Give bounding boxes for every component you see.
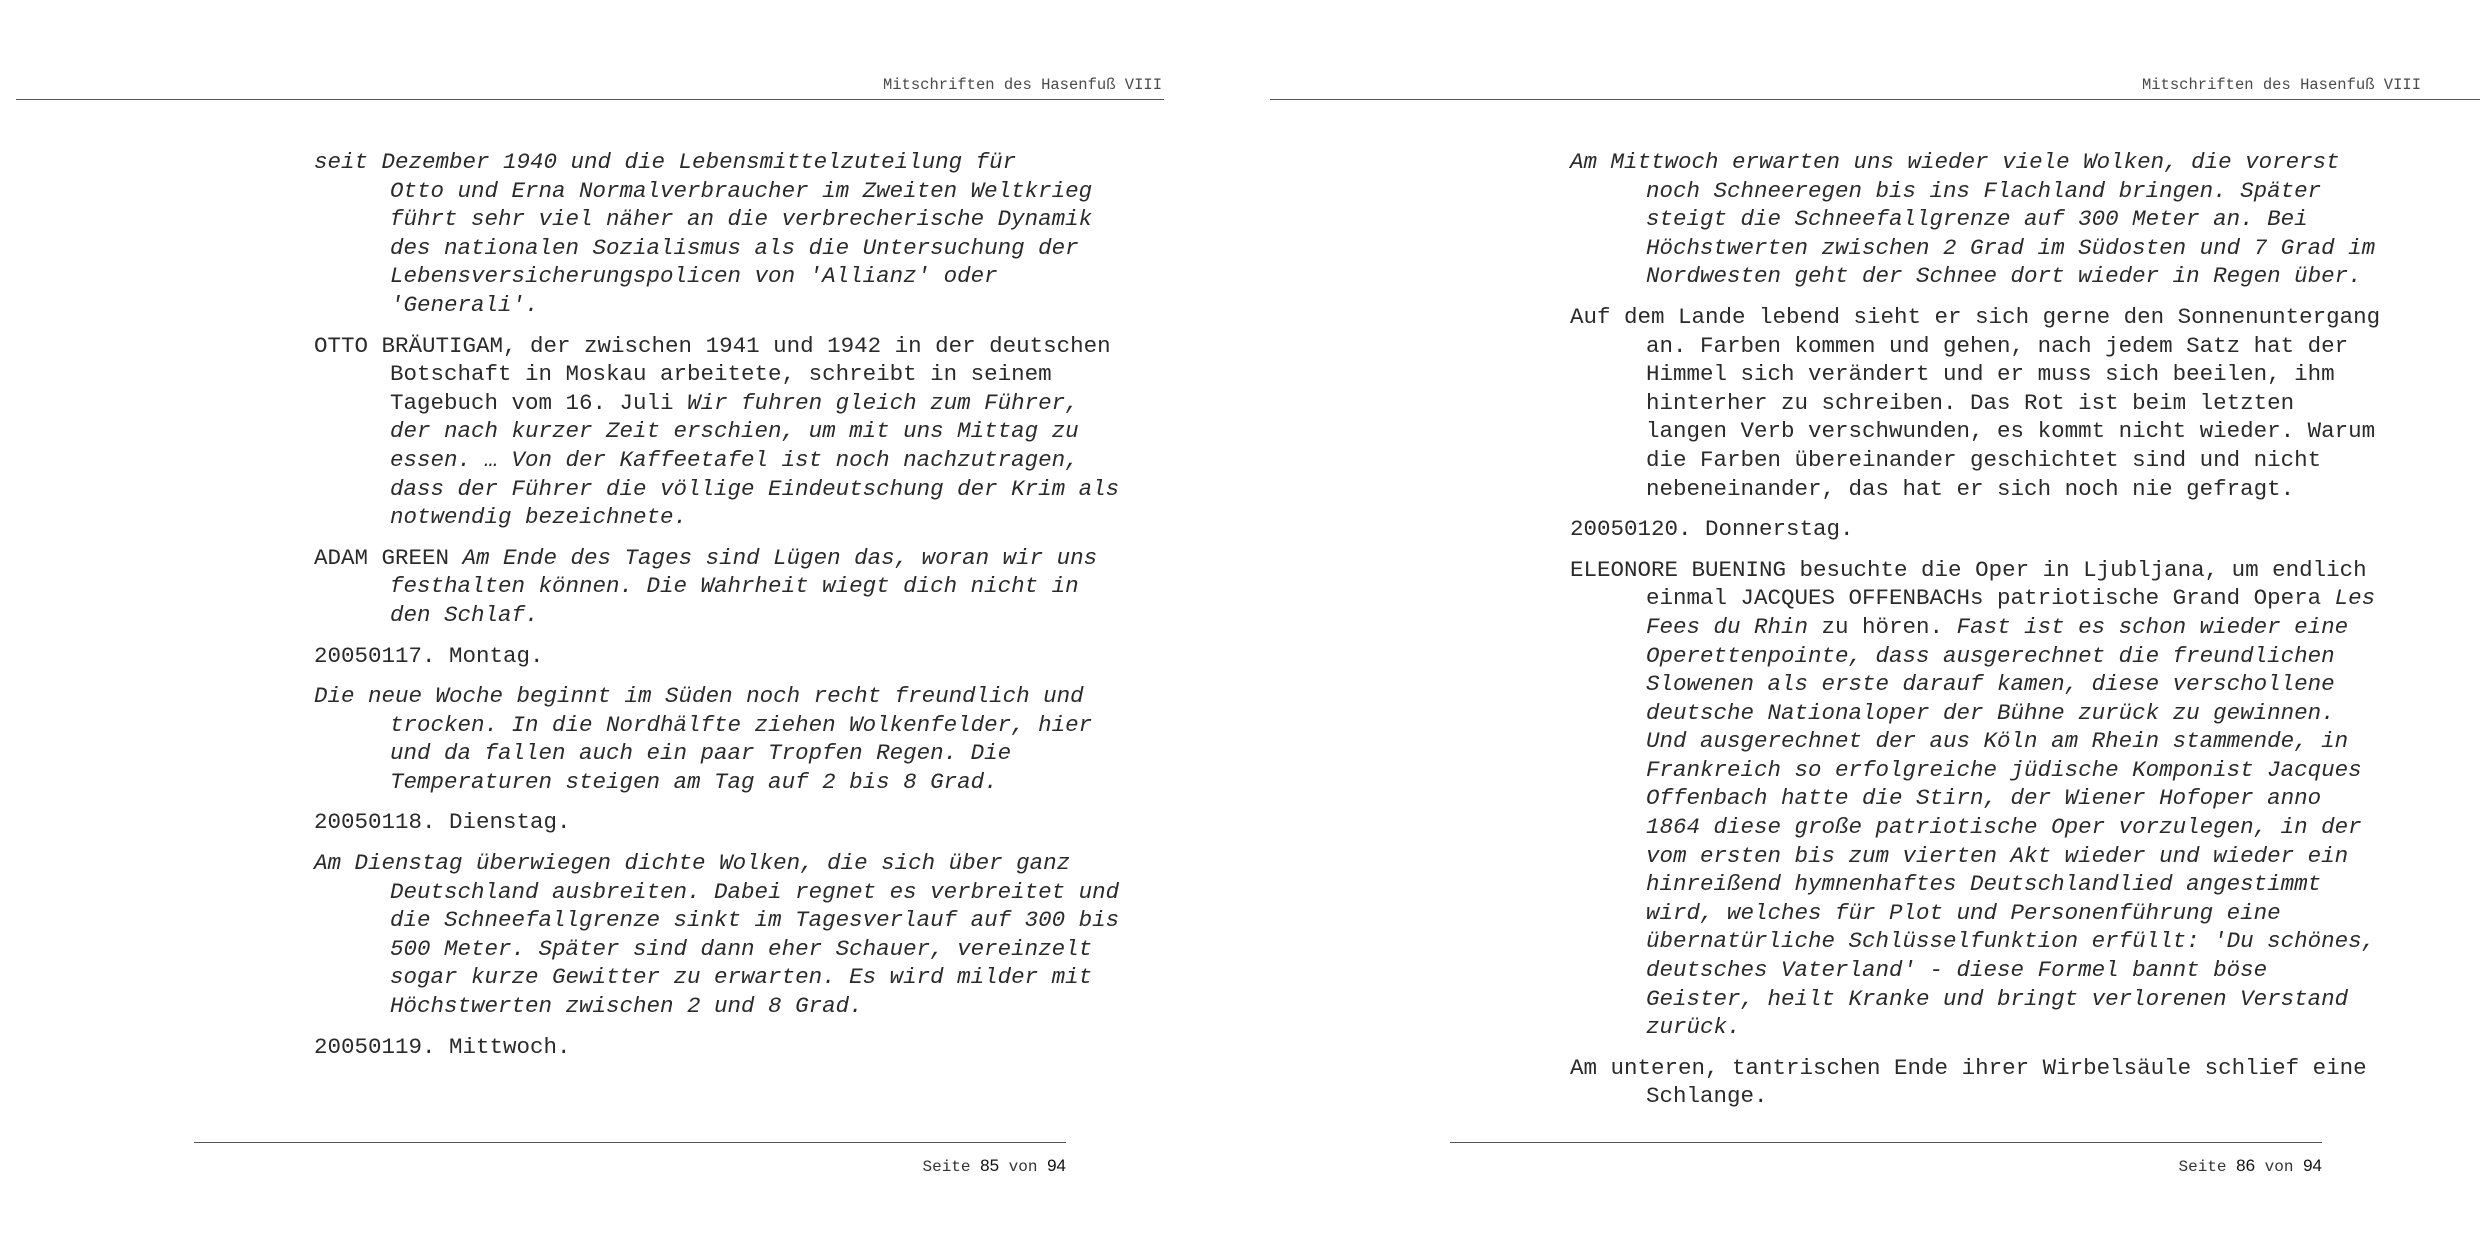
text-line: 'Generali'. <box>390 291 539 318</box>
paragraph <box>314 808 1174 837</box>
paragraph <box>314 332 1174 532</box>
text-line: Offenbach hatte die Stirn, der Wiener Hofoper anno <box>1646 785 2322 812</box>
text-line: die Schneefallgrenze sinkt im Tagesverlauf auf 300 bis <box>390 907 1120 934</box>
text-line: Deutschland ausbreiten. Dabei regnet es verbreitet und <box>390 878 1120 905</box>
text-line: langen Verb verschwunden, es kommt nicht wieder. Warum <box>1646 418 2376 445</box>
quoted-text: Fast ist es schon wieder eine <box>1956 613 2349 640</box>
page-label: Seite <box>2178 1158 2227 1176</box>
running-header: Mitschriften des Hasenfuß VIII <box>882 76 1162 94</box>
page-of-label: von <box>2264 1158 2294 1176</box>
text-line: Otto und Erna Normalverbraucher im Zweiten Weltkrieg <box>390 177 1093 204</box>
text-line: deutsche Nationaloper der Bühne zurück zu gewinnen. <box>1646 699 2335 726</box>
text-line: seit Dezember 1940 und die Lebensmittelzuteilung für <box>314 149 1017 175</box>
text-line: 20050117. Montag. <box>314 642 544 669</box>
text-line: Nordwesten geht der Schnee dort wieder in Regen über. <box>1646 263 2362 290</box>
paragraph <box>1570 515 2450 544</box>
paragraph <box>314 849 1174 1021</box>
quoted-text: Wir fuhren gleich zum Führer, <box>687 389 1079 416</box>
total-pages: 94 <box>1047 1156 1066 1175</box>
text-line: hinreißend hymnenhaftes Deutschlandlied angestimmt <box>1646 871 2322 898</box>
total-pages: 94 <box>2303 1156 2322 1175</box>
text-line: Tagebuch vom 16. Juli <box>390 389 688 416</box>
text-line: steigt die Schneefallgrenze auf 300 Meter an. Bei <box>1646 206 2308 233</box>
text-line: 20050119. Mittwoch. <box>314 1033 571 1060</box>
page-number <box>920 1156 1066 1176</box>
paragraph <box>314 642 1174 671</box>
text-line: 1864 diese große patriotische Oper vorzulegen, in der <box>1646 814 2362 841</box>
text-line: essen. … Von der Kaffeetafel ist noch nachzutragen, <box>390 446 1079 473</box>
running-header: Mitschriften des Hasenfuß VIII <box>2141 76 2421 94</box>
text-line: festhalten können. Die Wahrheit wiegt dich nicht in <box>390 573 1079 600</box>
page-right <box>1240 0 2480 1240</box>
text-line: Lebensversicherungspolicen von 'Allianz' oder <box>390 263 998 290</box>
text-line: Himmel sich verändert und er muss sich beeilen, ihm <box>1646 361 2335 388</box>
text-line: Höchstwerten zwischen 2 Grad im Südosten und 7 Grad im <box>1646 234 2376 261</box>
paragraph <box>314 544 1174 630</box>
text-line: dass der Führer die völlige Eindeutschung der Krim als <box>390 475 1120 502</box>
text-line: einmal JACQUES OFFENBACHs patriotische Grand Opera <box>1646 585 2335 612</box>
text-line: Geister, heilt Kranke und bringt verlorenen Verstand <box>1646 985 2349 1012</box>
paragraph <box>1570 1054 2450 1111</box>
text-line: Höchstwerten zwischen 2 und 8 Grad. <box>390 993 863 1020</box>
footer-rule <box>194 1142 1066 1143</box>
paragraph <box>314 682 1174 796</box>
quoted-text: Am Ende des Tages sind Lügen das, woran wir uns <box>462 544 1098 571</box>
text-line: nebeneinander, das hat er sich noch nie gefragt. <box>1646 475 2295 502</box>
text-line: Botschaft in Moskau arbeitete, schreibt in seinem <box>390 361 1052 388</box>
text-line: der nach kurzer Zeit erschien, um mit uns Mittag zu <box>390 418 1079 445</box>
paragraph <box>1570 148 2450 291</box>
current-page: 85 <box>980 1156 1000 1175</box>
text-line: Operettenpointe, dass ausgerechnet die freundlichen <box>1646 642 2335 669</box>
text-line: 20050118. Dienstag. <box>314 809 571 836</box>
text-line: übernatürliche Schlüsselfunktion erfüllt: 'Du schönes, <box>1646 928 2376 955</box>
footer-rule <box>1450 1142 2322 1143</box>
text-line: Am Mittwoch erwarten uns wieder viele Wolken, die vorerst <box>1570 149 2340 175</box>
text-line: Frankreich so erfolgreiche jüdische Komponist Jacques <box>1646 756 2362 783</box>
header-rule <box>16 99 1164 100</box>
text-line: sogar kurze Gewitter zu erwarten. Es wird milder mit <box>390 964 1093 991</box>
text-line: 500 Meter. Später sind dann eher Schauer, vereinzelt <box>390 935 1093 962</box>
text-line: Schlange. <box>1646 1083 1768 1110</box>
text-line: deutsches Vaterland' - diese Formel bannt böse <box>1646 957 2268 984</box>
text-line: trocken. In die Nordhälfte ziehen Wolkenfelder, hier <box>390 711 1093 738</box>
text-line: 20050120. Donnerstag. <box>1570 516 1854 543</box>
text-line: Am Dienstag überwiegen dichte Wolken, die sich über ganz <box>314 850 1071 877</box>
text-line: und da fallen auch ein paar Tropfen Regen. Die <box>390 740 1012 767</box>
text-line: ELEONORE BUENING besuchte die Oper in Ljubljana, um endlich <box>1570 556 2367 583</box>
text-line: zurück. <box>1646 1014 1741 1041</box>
page-number <box>2176 1156 2322 1176</box>
page-of-label: von <box>1008 1158 1038 1176</box>
text-line: des nationalen Sozialismus als die Untersuchung der <box>390 234 1079 261</box>
text-line: zu hören. <box>1808 613 1957 640</box>
page-label: Seite <box>922 1158 971 1176</box>
text-line: Temperaturen steigen am Tag auf 2 bis 8 Grad. <box>390 768 998 795</box>
text-line: den Schlaf. <box>390 601 539 628</box>
text-line: hinterher zu schreiben. Das Rot ist beim letzten <box>1646 389 2295 416</box>
text-line: die Farben übereinander geschichtet sind und nicht <box>1646 446 2322 473</box>
header-rule <box>1270 99 2480 100</box>
text-line: Fees du Rhin <box>1646 613 1809 640</box>
page-body <box>314 148 1174 1073</box>
text-line: an. Farben kommen und gehen, nach jedem Satz hat der <box>1646 332 2349 359</box>
text-line: ADAM GREEN <box>314 544 463 571</box>
current-page: 86 <box>2236 1156 2256 1175</box>
page-body <box>1570 148 2450 1123</box>
text-line: Slowenen als erste darauf kamen, diese verschollene <box>1646 671 2335 698</box>
paragraph <box>314 148 1174 320</box>
text-line: noch Schneeregen bis ins Flachland bringen. Später <box>1646 177 2322 204</box>
text-line: notwendig bezeichnete. <box>390 504 688 531</box>
text-line: OTTO BRÄUTIGAM, der zwischen 1941 und 1942 in der deutschen <box>314 332 1111 359</box>
text-line: vom ersten bis zum vierten Akt wieder und wieder ein <box>1646 842 2349 869</box>
text-line: Die neue Woche beginnt im Süden noch recht freundlich und <box>314 683 1084 710</box>
text-line: Auf dem Lande lebend sieht er sich gerne den Sonnenuntergang <box>1570 303 2381 330</box>
paragraph <box>1570 303 2450 503</box>
paragraph <box>314 1033 1174 1062</box>
text-line: wird, welches für Plot und Personenführung eine <box>1646 899 2281 926</box>
text-line: führt sehr viel näher an die verbrecherische Dynamik <box>390 206 1093 233</box>
text-line: Am unteren, tantrischen Ende ihrer Wirbelsäule schlief eine <box>1570 1054 2367 1081</box>
quoted-text: Les <box>2334 585 2376 612</box>
text-line: Und ausgerechnet der aus Köln am Rhein stammende, in <box>1646 728 2349 755</box>
paragraph <box>1570 556 2450 1042</box>
